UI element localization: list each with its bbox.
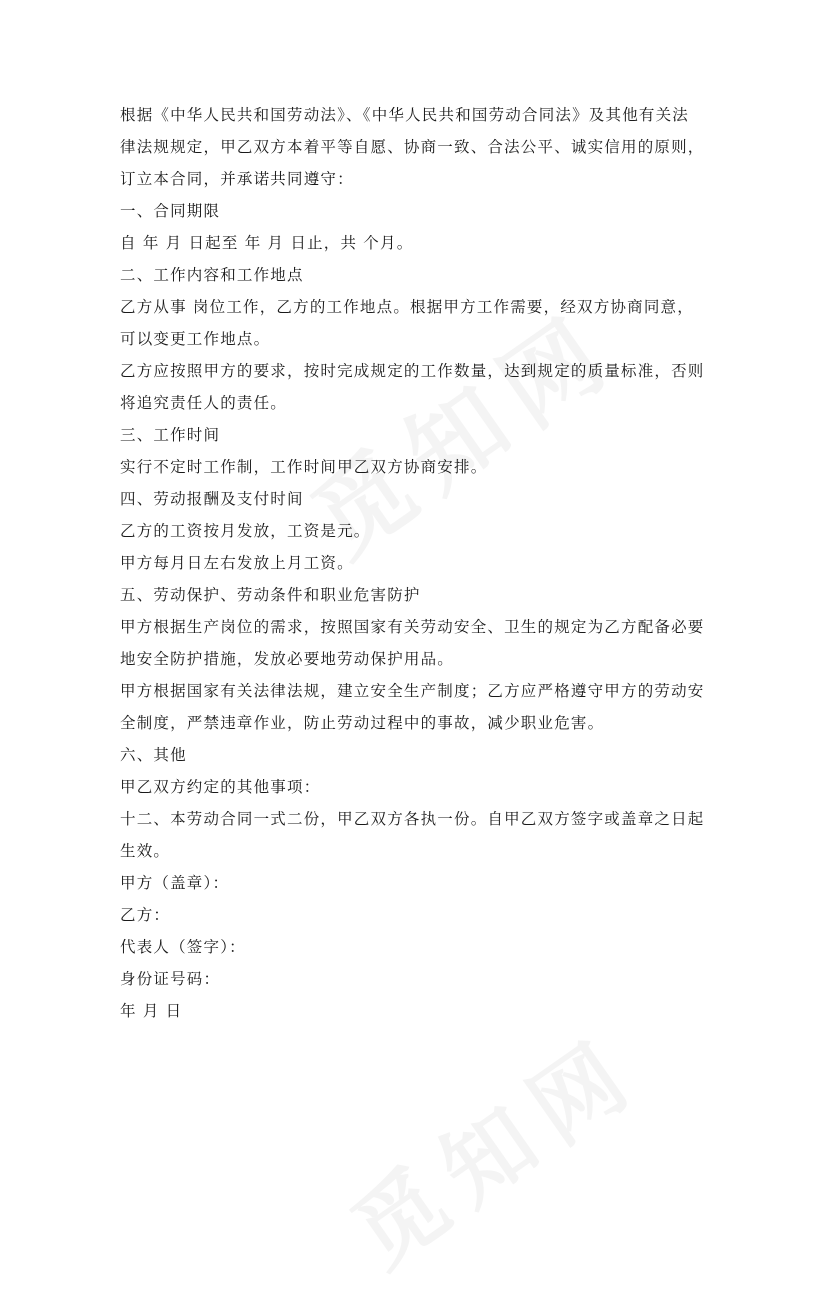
labor-protection-line-2: 地安全防护措施，发放必要地劳动保护用品。 bbox=[120, 650, 455, 668]
party-a-seal-label: 甲方（盖章）： bbox=[120, 874, 230, 892]
other-matters-text: 甲乙双方约定的其他事项： bbox=[120, 778, 321, 796]
section-heading-working-hours: 三、工作时间 bbox=[120, 426, 221, 444]
work-content-line-4: 将追究责任人的责任。 bbox=[120, 394, 288, 412]
work-content-line-1: 乙方从事 岗位工作，乙方的工作地点。根据甲方工作需要，经双方协商同意， bbox=[120, 298, 694, 316]
working-hours-text: 实行不定时工作制，工作时间甲乙双方协商安排。 bbox=[120, 458, 488, 476]
section-heading-other: 六、其他 bbox=[120, 746, 187, 764]
id-number-label: 身份证号码： bbox=[120, 970, 221, 988]
work-content-line-2: 可以变更工作地点。 bbox=[120, 330, 271, 348]
section-heading-work-content: 二、工作内容和工作地点 bbox=[120, 266, 304, 284]
party-b-label: 乙方： bbox=[120, 906, 171, 924]
labor-protection-line-4: 全制度，严禁违章作业，防止劳动过程中的事故，减少职业危害。 bbox=[120, 714, 605, 732]
contract-term-text: 自 年 月 日起至 年 月 日止，共 个月。 bbox=[120, 234, 414, 252]
contract-body bbox=[120, 99, 710, 1027]
copies-clause-line-2: 生效。 bbox=[120, 842, 171, 860]
remuneration-line-1: 乙方的工资按月发放，工资是元。 bbox=[120, 522, 371, 540]
preamble-line-2: 律法规规定，甲乙双方本着平等自愿、协商一致、合法公平、诚实信用的原则， bbox=[120, 138, 705, 156]
section-heading-remuneration: 四、劳动报酬及支付时间 bbox=[120, 490, 304, 508]
labor-protection-line-1: 甲方根据生产岗位的需求，按照国家有关劳动安全、卫生的规定为乙方配备必要 bbox=[120, 618, 705, 636]
section-heading-contract-term: 一、合同期限 bbox=[120, 202, 221, 220]
copies-clause-line-1: 十二、本劳动合同一式二份，甲乙双方各执一份。自甲乙双方签字或盖章之日起 bbox=[120, 810, 705, 828]
representative-signature-label: 代表人（签字）： bbox=[120, 938, 246, 956]
labor-protection-line-3: 甲方根据国家有关法律法规，建立安全生产制度；乙方应严格遵守甲方的劳动安 bbox=[120, 682, 705, 700]
preamble-line-1: 根据《中华人民共和国劳动法》、《中华人民共和国劳动合同法》及其他有关法 bbox=[120, 106, 690, 124]
date-line: 年 月 日 bbox=[120, 1002, 183, 1020]
watermark-logo-bottom bbox=[322, 999, 662, 1291]
section-heading-labor-protection: 五、劳动保护、劳动条件和职业危害防护 bbox=[120, 586, 421, 604]
preamble-line-3: 订立本合同，并承诺共同遵守： bbox=[120, 170, 354, 188]
work-content-line-3: 乙方应按照甲方的要求，按时完成规定的工作数量，达到规定的质量标准，否则 bbox=[120, 362, 705, 380]
remuneration-line-2: 甲方每月日左右发放上月工资。 bbox=[120, 554, 354, 572]
